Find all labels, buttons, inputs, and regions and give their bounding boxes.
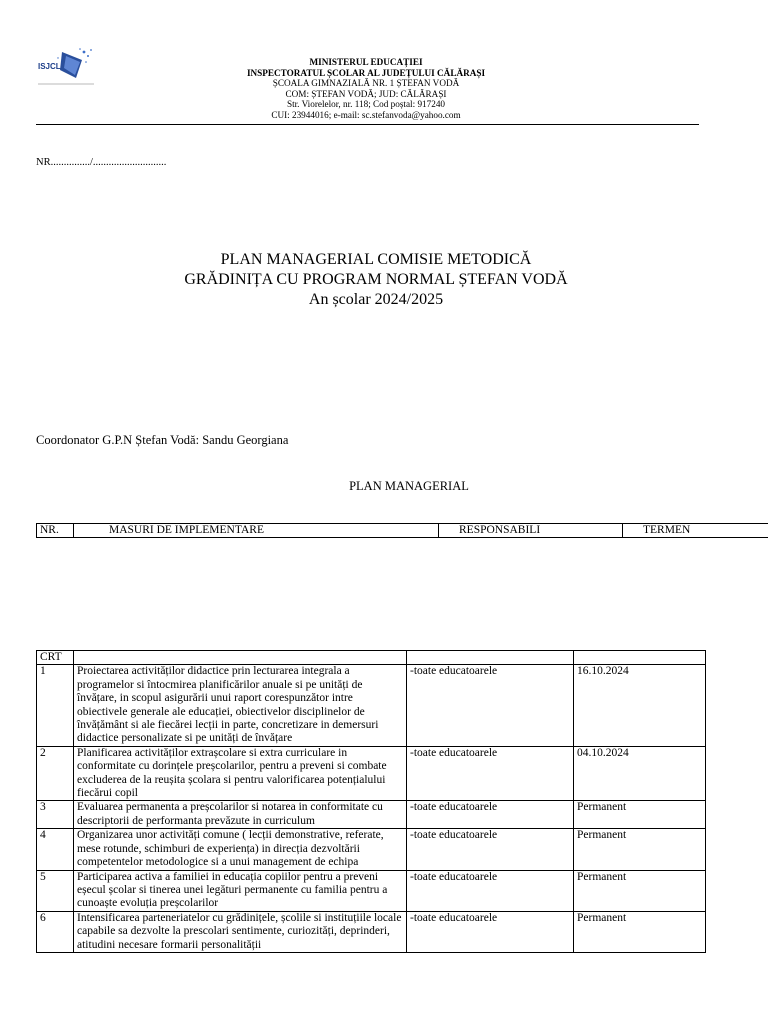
title-line-1: PLAN MANAGERIAL COMISIE METODICĂ: [220, 251, 532, 268]
col-header-masuri: MASURI DE IMPLEMENTARE: [74, 524, 439, 538]
row-deadline: Permanent: [574, 870, 706, 911]
title-line-2: GRĂDINIȚA CU PROGRAM NORMAL ȘTEFAN VODĂ: [184, 271, 568, 288]
table-row: [37, 746, 706, 801]
table-cell: [407, 651, 574, 665]
row-number: 6: [37, 911, 74, 952]
row-responsible: -toate educatoarele: [407, 870, 574, 911]
coordinator-line: Coordonator G.P.N Ștefan Vodă: Sandu Georgiana: [36, 433, 289, 447]
row-deadline: 16.10.2024: [574, 665, 706, 746]
row-measure: Intensificarea parteneriatelor cu grădinițele, școlile si instituțiile locale capabile sa dezvolte la prescolari sentimente, curiozități, deprinderi, atitudini necesare formarii personalității: [74, 911, 407, 952]
row-measure: Planificarea activităților extrașcolare si extra curriculare in conformitate cu dorințele preșcolarilor, pentru a preveni si combate excluderea de la reușita școlara si pentru valorificarea potențialului fiecărui copil: [74, 746, 407, 801]
row-responsible: -toate educatoarele: [407, 746, 574, 801]
row-number: 2: [37, 746, 74, 801]
row-responsible: -toate educatoarele: [407, 911, 574, 952]
header-commune: COM: ȘTEFAN VODĂ; JUD: CĂLĂRAȘI: [285, 88, 447, 99]
row-measure: Organizarea unor activități comune ( lecții demonstrative, referate, mese rotunde, schimburi de experiența) in direcția dezvoltării competentelor metodologice si a unui management de echipa: [74, 829, 407, 870]
crt-label: CRT: [37, 651, 74, 665]
svg-text:ISJCL: ISJCL: [38, 62, 61, 71]
col-header-responsabili: RESPONSABILI: [439, 524, 623, 538]
row-measure: Evaluarea permanenta a preșcolarilor si notarea in conformitate cu descriptorii de performanta prevăzute in curriculum: [74, 801, 407, 829]
col-header-termen: TERMEN: [623, 524, 768, 538]
header-ministry: MINISTERUL EDUCAȚIEI: [309, 57, 423, 67]
table-cell: [74, 651, 407, 665]
table-row: [37, 911, 706, 952]
section-title: PLAN MANAGERIAL: [349, 479, 469, 493]
school-logo-graphic: [36, 46, 98, 88]
institution-header: [160, 57, 572, 121]
col-header-nr: NR.: [37, 524, 74, 538]
document-title: [0, 250, 752, 310]
table-cell: [574, 651, 706, 665]
row-measure: Participarea activa a familiei in educația copiilor pentru a preveni eșecul școlar si tinerea unei legături permanente cu familia pentru a cunoaște evoluția preșcolarilor: [74, 870, 407, 911]
registration-number-line: NR.............../............................: [36, 157, 167, 168]
header-contact: CUI: 23944016; e-mail: sc.stefanvoda@yahoo.com: [271, 109, 461, 120]
header-inspectorate: INSPECTORATUL ȘCOLAR AL JUDEȚULUI CĂLĂRAȘI: [246, 67, 486, 78]
row-deadline: 04.10.2024: [574, 746, 706, 801]
table-row-crt: [37, 651, 706, 665]
row-responsible: -toate educatoarele: [407, 665, 574, 746]
title-line-3: An școlar 2024/2025: [308, 291, 444, 308]
row-number: 4: [37, 829, 74, 870]
row-number: 3: [37, 801, 74, 829]
row-responsible: -toate educatoarele: [407, 801, 574, 829]
table-row: [37, 801, 706, 829]
row-deadline: Permanent: [574, 829, 706, 870]
column-header-row: [37, 524, 768, 538]
column-header-table: [36, 523, 768, 538]
row-deadline: Permanent: [574, 911, 706, 952]
header-divider: [36, 124, 699, 125]
row-responsible: -toate educatoarele: [407, 829, 574, 870]
header-school-name: ȘCOALA GIMNAZIALĂ NR. 1 ȘTEFAN VODĂ: [272, 78, 460, 89]
measures-table: [36, 650, 706, 953]
row-number: 1: [37, 665, 74, 746]
header-address: Str. Viorelelor, nr. 118; Cod poștal: 917240: [286, 99, 446, 110]
row-number: 5: [37, 870, 74, 911]
measures-table-body: [37, 651, 706, 953]
school-logo: [36, 46, 98, 88]
table-row: [37, 829, 706, 870]
row-measure: Proiectarea activităților didactice prin lecturarea integrala a programelor si întocmirea planificărilor anuale si pe unități de învățare, in scopul asigurării unui raport corespunzător intre obiectivele generale ale educației, obiectivelor disciplinelor de învățământ si ale fiecărei lecții in parte, concretizare in demersuri didactice personalizate si pe unități de învățare: [74, 665, 407, 746]
row-deadline: Permanent: [574, 801, 706, 829]
table-row: [37, 665, 706, 746]
table-row: [37, 870, 706, 911]
